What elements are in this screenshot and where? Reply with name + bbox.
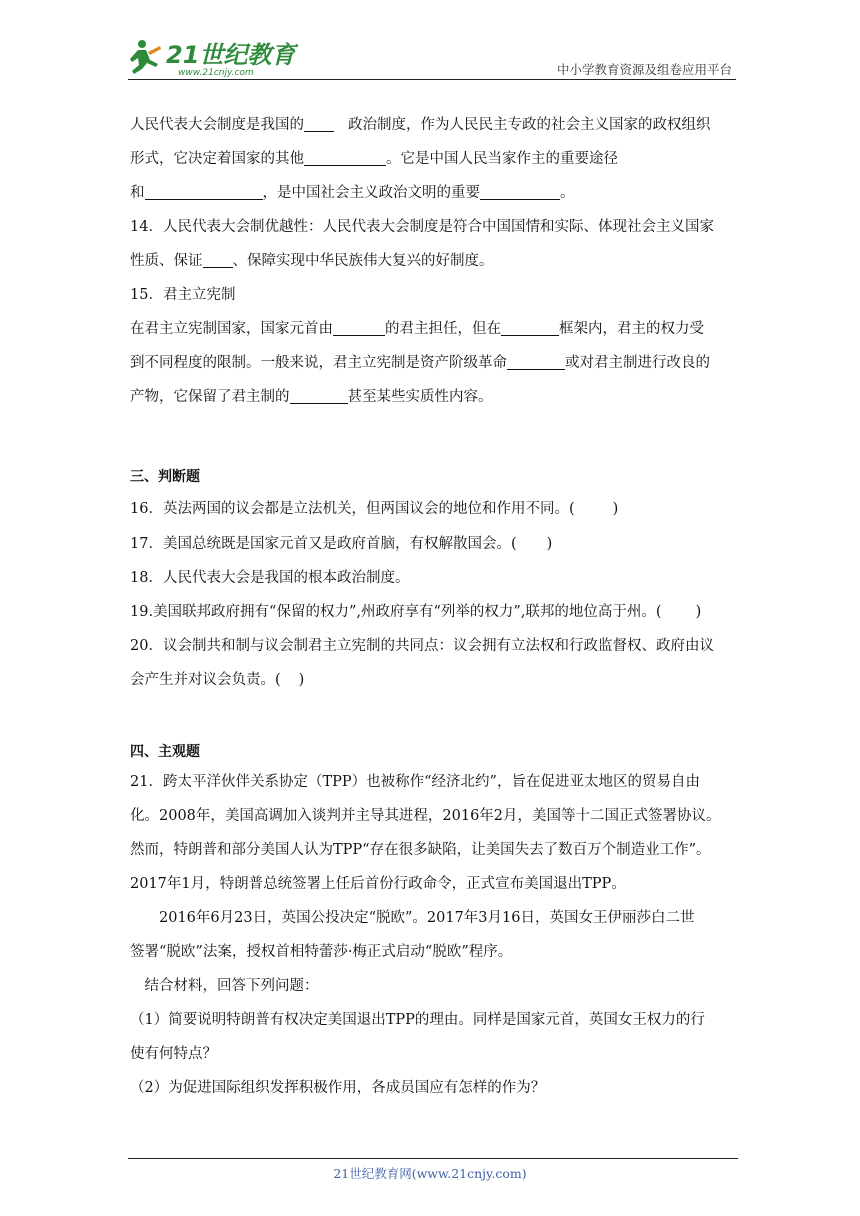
footer-divider bbox=[128, 1158, 738, 1159]
material-1-line-4: 2017年1月，特朗普总统签署上任后首份行政命令，正式宣布美国退出TPP。 bbox=[130, 876, 626, 892]
material-1-line-3: 然而，特朗普和部分美国人认为TPP“存在很多缺陷，让美国失去了数百万个制造业工作”。 bbox=[130, 842, 711, 858]
page-content bbox=[130, 108, 740, 1105]
sub-question-1-line-1: （1）简要说明特朗普有权决定美国退出TPP的理由。同样是国家元首，英国女王权力的行 bbox=[130, 1012, 705, 1028]
question-prompt: 结合材料，回答下列问题： bbox=[144, 978, 319, 994]
svg-text:21世纪教育: 21世纪教育 bbox=[166, 41, 296, 69]
header-divider bbox=[128, 79, 736, 80]
page-header bbox=[128, 36, 736, 78]
q19: 19.美国联邦政府拥有“保留的权力”,州政府享有“列举的权力”,联邦的地位高于州。( ) bbox=[130, 604, 702, 620]
material-2-line-2: 签署“脱欧”法案，授权首相特蕾莎·梅正式启动“脱欧”程序。 bbox=[130, 944, 513, 960]
material-1-line-1: 21．跨太平洋伙伴关系协定（TPP）也被称作“经济北约”，旨在促进亚太地区的贸易自由 bbox=[130, 774, 700, 790]
sub-question-2: （2）为促进国际组织发挥积极作用，各成员国应有怎样的作为？ bbox=[130, 1080, 546, 1096]
sub-question-1-line-2: 使有何特点？ bbox=[130, 1046, 217, 1062]
q14-line-1: 14．人民代表大会制优越性：人民代表大会制度是符合中国国情和实际、体现社会主义国家 bbox=[130, 219, 714, 235]
s1-line-2: 形式，它决定着国家的其他 。它是中国人民当家作主的重要途径 bbox=[130, 151, 618, 167]
q20-line-1: 20．议会制共和制与议会制君主立宪制的共同点：议会拥有立法权和行政监督权、政府由议 bbox=[130, 638, 714, 654]
q15-title: 15．君主立宪制 bbox=[130, 287, 236, 303]
section4-heading: 四、主观题 bbox=[130, 744, 200, 760]
q15-line-2: 到不同程度的限制。一般来说，君主立宪制是资产阶级革命 或对君主制进行改良的 bbox=[130, 355, 710, 371]
logo-21cnjy bbox=[128, 36, 298, 78]
s1-line-3: 和 ，是中国社会主义政治文明的重要 。 bbox=[130, 185, 575, 201]
section3-heading: 三、判断题 bbox=[130, 469, 200, 485]
q15-line-1: 在君主立宪制国家，国家元首由 的君主担任，但在 框架内，君主的权力受 bbox=[130, 321, 704, 337]
material-1-line-2: 化。2008年，美国高调加入谈判并主导其进程，2016年2月，美国等十二国正式签署协议。 bbox=[130, 808, 721, 824]
q14-line-2: 性质、保证 、保障实现中华民族伟大复兴的好制度。 bbox=[130, 253, 494, 269]
footer-link[interactable]: 21世纪教育网(www.21cnjy.com) bbox=[333, 1166, 527, 1181]
q16: 16．英法两国的议会都是立法机关，但两国议会的地位和作用不同。( ) bbox=[130, 501, 619, 517]
s1-line-1: 人民代表大会制度是我国的 政治制度，作为人民民主专政的社会主义国家的政权组织 bbox=[130, 117, 711, 133]
header-slogan: 中小学教育资源及组卷应用平台 bbox=[556, 62, 732, 77]
q20-line-2: 会产生并对议会负责。( ) bbox=[130, 672, 305, 688]
svg-text:www.21cnjy.com: www.21cnjy.com bbox=[178, 68, 254, 78]
q17: 17．美国总统既是国家元首又是政府首脑，有权解散国会。( ) bbox=[130, 536, 553, 552]
material-2-line-1: 2016年6月23日，英国公投决定“脱欧”。2017年3月16日，英国女王伊丽莎白二世 bbox=[159, 910, 695, 926]
q15-line-3: 产物，它保留了君主制的 甚至某些实质性内容。 bbox=[130, 389, 493, 405]
q18: 18．人民代表大会是我国的根本政治制度。 bbox=[130, 570, 410, 586]
